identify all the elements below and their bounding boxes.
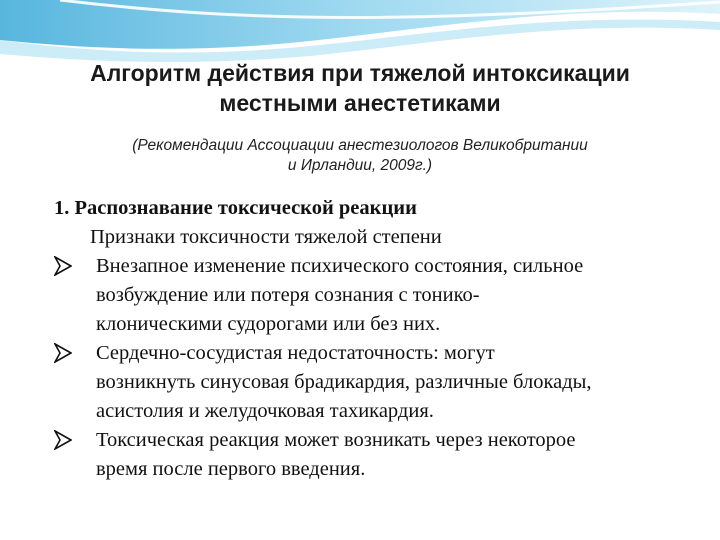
bullet-line: возбуждение или потеря сознания с тонико- (96, 284, 480, 306)
bullet-line: Токсическая реакция может возникать через некоторое (96, 429, 576, 451)
bullet-item (54, 252, 694, 339)
bullet-line: клоническими судорогами или без них. (96, 313, 441, 335)
bullet-line: возникнуть синусовая брадикардия, различные блокады, (96, 371, 592, 393)
arrow-bullet-icon (54, 256, 72, 276)
subtitle-line-1: (Рекомендации Ассоциации анестезиологов Великобритании (132, 137, 588, 154)
bullet-line: асистолия и желудочковая тахикардия. (96, 400, 434, 422)
subtitle-line-2: и Ирландии, 2009г.) (287, 157, 433, 174)
section-heading: 1. Распознавание токсической реакции (54, 197, 417, 219)
arrow-bullet-icon (54, 430, 72, 450)
signs-label: Признаки токсичности тяжелой степени (90, 226, 442, 248)
arrow-bullet-icon (54, 343, 72, 363)
bullet-line: Сердечно-сосудистая недостаточность: могут (96, 342, 495, 364)
slide-body (54, 194, 694, 484)
slide-title-line-1: Алгоритм действия при тяжелой интоксикации (90, 60, 630, 86)
bullet-item (54, 426, 694, 484)
bullet-item (54, 339, 694, 426)
slide-subtitle (60, 136, 660, 176)
bullet-line: время после первого введения. (96, 458, 366, 480)
slide-title-line-2: местными анестетиками (219, 90, 501, 116)
bullet-line: Внезапное изменение психического состояния, сильное (96, 255, 584, 277)
slide-title (40, 58, 680, 118)
